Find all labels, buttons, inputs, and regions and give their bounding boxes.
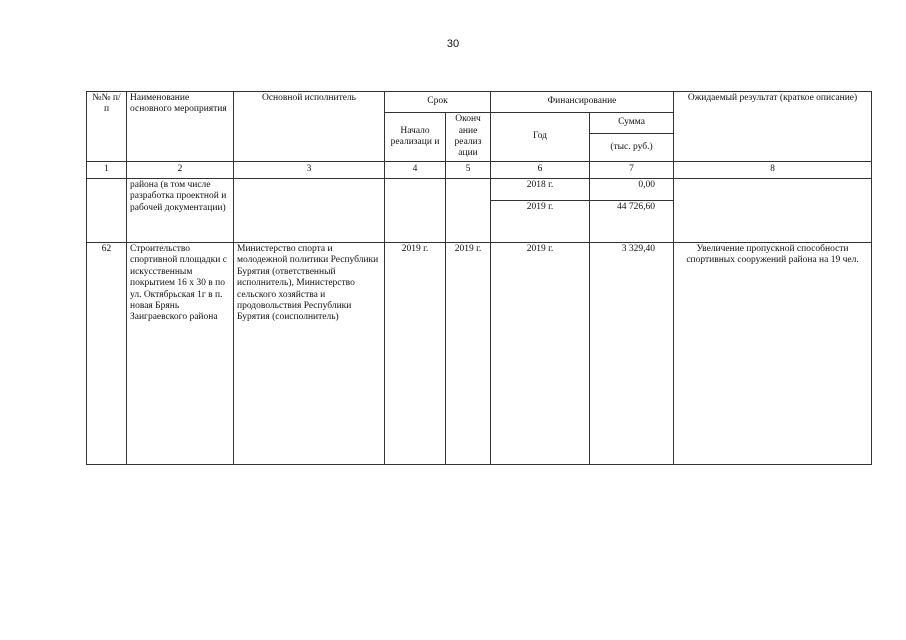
continuation-end (446, 179, 491, 243)
page-number: 30 (446, 38, 460, 50)
continuation-num (87, 179, 127, 243)
row-62-num: 62 (87, 243, 127, 465)
row-62-sum: 3 329,40 (590, 243, 674, 465)
row-62-end: 2019 г. (446, 243, 491, 465)
column-number: 5 (446, 162, 491, 179)
continuation-sum: 0,00 (590, 179, 674, 201)
continuation-row-2018 (87, 179, 872, 201)
header-row-1 (87, 92, 872, 113)
header-sum-unit: (тыс. руб.) (590, 134, 674, 162)
continuation-sum: 44 726,60 (590, 201, 674, 243)
column-number: 3 (234, 162, 385, 179)
header-financing: Финансирование (491, 92, 674, 113)
row-62-start: 2019 г. (385, 243, 446, 465)
header-result: Ожидаемый результат (краткое описание) (674, 92, 872, 162)
column-number: 4 (385, 162, 446, 179)
row-62-year: 2019 г. (491, 243, 590, 465)
continuation-year: 2018 г. (491, 179, 590, 201)
activities-table (86, 91, 872, 465)
continuation-name: района (в том числе разработка проектной и рабочей документации) (127, 179, 234, 243)
header-term: Срок (385, 92, 491, 113)
continuation-year: 2019 г. (491, 201, 590, 243)
continuation-result (674, 179, 872, 243)
header-sum: Сумма (590, 113, 674, 134)
column-number: 1 (87, 162, 127, 179)
row-62-executor: Министерство спорта и молодежной политики Республики Бурятия (ответственный исполнитель), Министерство сельского хозяйства и продовольствия Республики Бурятия (соисполнитель) (234, 243, 385, 465)
row-62-result: Увеличение пропускной способности спортивных сооружений района на 19 чел. (674, 243, 872, 465)
column-numbers-row (87, 162, 872, 179)
column-number: 7 (590, 162, 674, 179)
header-executor: Основной исполнитель (234, 92, 385, 162)
header-start: Начало реализаци и (385, 113, 446, 162)
continuation-executor (234, 179, 385, 243)
column-number: 6 (491, 162, 590, 179)
row-62-name: Строительство спортивной площадки с искусственным покрытием 16 х 30 в по ул. Октябрьская 1г в п. новая Брянь Заиграевского района (127, 243, 234, 465)
continuation-start (385, 179, 446, 243)
column-number: 2 (127, 162, 234, 179)
header-year: Год (491, 113, 590, 162)
header-name: Наименование основного мероприятия (127, 92, 234, 162)
header-num: №№ п/п (87, 92, 127, 162)
header-end: Оконч ание реализ ации (446, 113, 491, 162)
column-number: 8 (674, 162, 872, 179)
row-62 (87, 243, 872, 465)
